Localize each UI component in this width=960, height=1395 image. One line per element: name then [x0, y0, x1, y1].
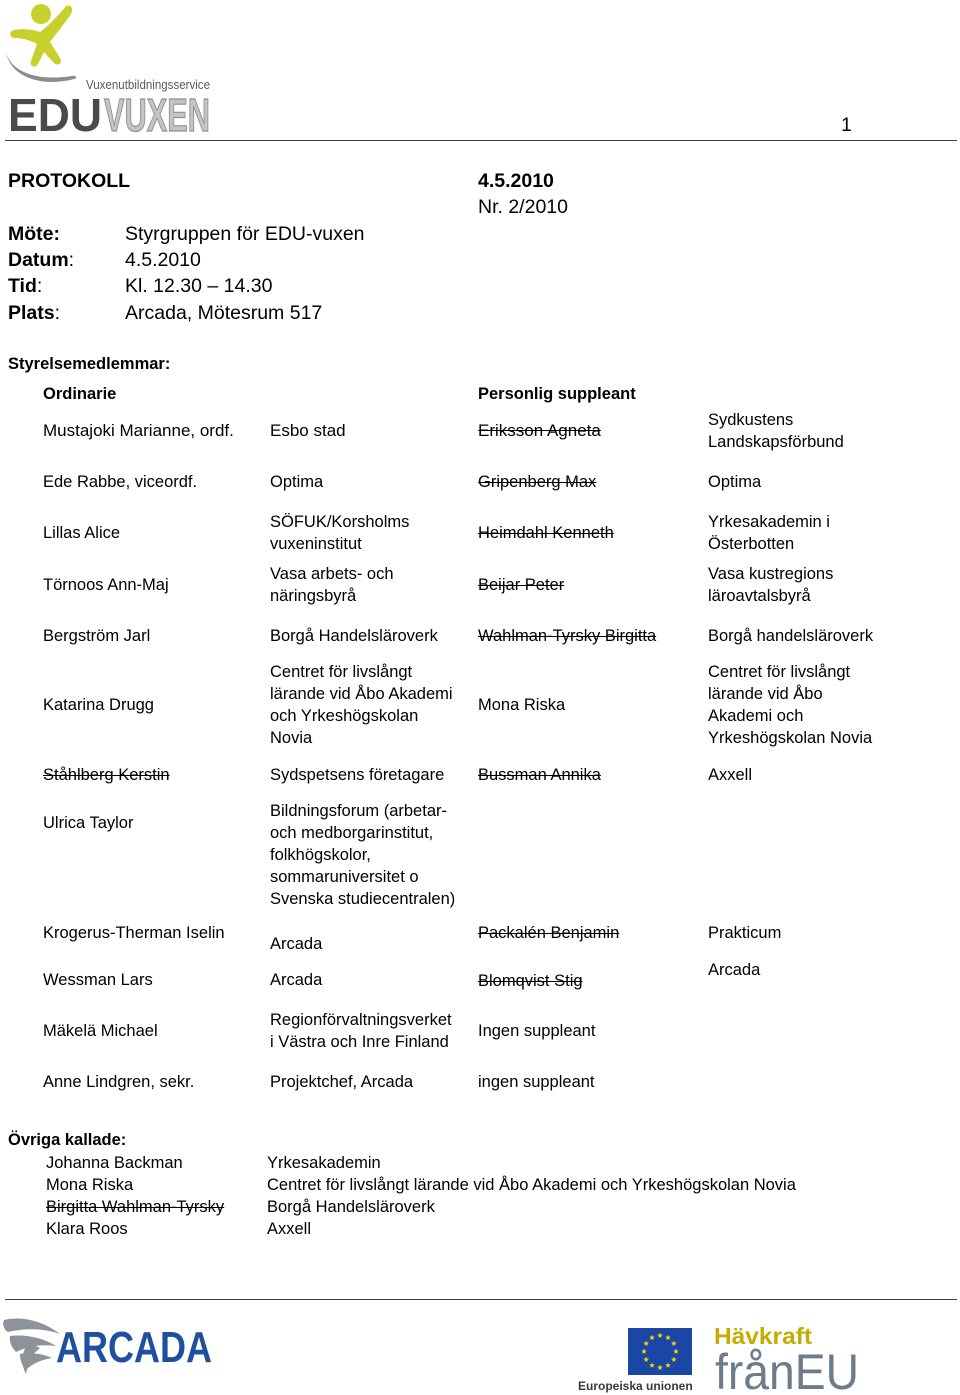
- meeting-label-colon: :: [53, 223, 60, 245]
- meeting-value: Styrgruppen för EDU-vuxen: [125, 223, 365, 245]
- time-label: [8, 273, 42, 299]
- eu-flag-icon: [628, 1328, 692, 1375]
- fran-eu-wordmark: frånEU: [715, 1344, 859, 1395]
- meeting-label-text: Möte: [8, 223, 54, 245]
- arcada-logo: [0, 1312, 220, 1378]
- substitute-name: ingen suppleant: [478, 1073, 595, 1091]
- member-organization: SÖFUK/Korsholms vuxeninstitut: [270, 513, 410, 553]
- time-label-text: Tid: [8, 275, 37, 297]
- eu-label: Europeiska unionen: [578, 1379, 693, 1393]
- substitute-name: Eriksson Agneta: [478, 421, 601, 440]
- member-organization: Regionförvaltningsverket i Västra och Inre Finland: [270, 1011, 452, 1051]
- substitute-organization: Prakticum: [708, 924, 782, 942]
- eduvuxen-logo: [0, 0, 220, 141]
- substitute-name: Gripenberg Max: [478, 473, 597, 491]
- date-label: [8, 247, 74, 273]
- havkraft-wordmark: Hävkraft: [714, 1323, 813, 1349]
- member-organization: Vasa arbets- och näringsbyrå: [270, 565, 394, 605]
- time-value: Kl. 12.30 – 14.30: [125, 275, 273, 297]
- member-organization: Centret för livslångt lärande vid Åbo Akademi och Yrkeshögskolan Novia: [270, 663, 453, 747]
- document-date: 4.5.2010: [478, 170, 554, 192]
- others-heading: Övriga kallade:: [8, 1131, 127, 1149]
- date-label-colon: :: [68, 249, 75, 271]
- member-organization: Sydspetsens företagare: [270, 766, 445, 784]
- substitute-organization: Yrkesakademin i Österbotten: [708, 513, 830, 553]
- column-header-substitute: Personlig suppleant: [478, 385, 636, 403]
- member-organization: Arcada: [270, 935, 323, 953]
- member-organization: Arcada: [270, 971, 323, 989]
- substitute-name: Wahlman-Tyrsky Birgitta: [478, 627, 657, 645]
- date-label-text: Datum: [8, 249, 69, 271]
- invitee-name: Birgitta Wahlman-Tyrsky: [46, 1198, 225, 1216]
- member-organization: Bildningsforum (arbetar- och medborgarinstitut, folkhögskolor, sommaruniversitet o Svenska studiecentralen): [270, 802, 456, 908]
- member-name: Wessman Lars: [43, 971, 153, 989]
- substitute-organization: Arcada: [708, 961, 761, 979]
- header-divider: [5, 140, 957, 141]
- member-organization: Projektchef, Arcada: [270, 1073, 414, 1091]
- member-name: Ulrica Taylor: [43, 814, 134, 832]
- substitute-name: Packalén Benjamin: [478, 924, 620, 942]
- arcada-wordmark: ARCADA: [56, 1323, 212, 1372]
- substitute-name: Blomqvist Stig: [478, 972, 583, 990]
- member-name: Krogerus-Therman Iselin: [43, 924, 225, 942]
- column-header-ordinary: Ordinarie: [43, 385, 117, 403]
- logo-tagline: Vuxenutbildningsservice: [86, 78, 211, 92]
- substitute-organization: Centret för livslångt lärande vid Åbo Akademi och Yrkeshögskolan Novia: [708, 663, 873, 747]
- invitee-organization: Centret för livslångt lärande vid Åbo Akademi och Yrkeshögskolan Novia: [267, 1176, 796, 1194]
- logo-wordmark-edu: EDU: [8, 89, 102, 141]
- substitute-organization: Optima: [708, 473, 762, 491]
- member-name: Bergström Jarl: [43, 627, 151, 645]
- member-name: Ståhlberg Kerstin: [43, 766, 170, 784]
- board-heading: Styrelsemedlemmar:: [8, 355, 171, 373]
- havkraft-fran-eu-logo: [710, 1320, 870, 1394]
- arcada-bird-icon: [3, 1319, 60, 1374]
- substitute-organization: Axxell: [708, 766, 753, 784]
- member-name: Mäkelä Michael: [43, 1022, 158, 1040]
- substitute-name: Bussman Annika: [478, 766, 601, 784]
- substitute-organization: Borgå handelsläroverk: [708, 627, 874, 645]
- invitee-name: Klara Roos: [46, 1220, 128, 1238]
- member-name: Ede Rabbe, viceordf.: [43, 473, 198, 491]
- page-number: 1: [841, 114, 852, 136]
- substitute-name: Ingen suppleant: [478, 1022, 596, 1040]
- member-name: Törnoos Ann-Maj: [43, 576, 169, 594]
- meeting-label: [8, 221, 60, 247]
- logo-wordmark-vuxen: VUXEN: [104, 89, 210, 141]
- member-name: Anne Lindgren, sekr.: [43, 1073, 195, 1091]
- invitee-organization: Axxell: [267, 1220, 312, 1238]
- jumping-figure-icon: [10, 4, 72, 67]
- invitee-organization: Yrkesakademin: [267, 1154, 381, 1172]
- substitute-organization: Sydkustens Landskapsförbund: [708, 411, 844, 451]
- substitute-name: Beijar Peter: [478, 576, 565, 594]
- member-name: Mustajoki Marianne, ordf.: [43, 421, 234, 440]
- time-label-colon: :: [36, 275, 43, 297]
- footer-divider: [5, 1299, 957, 1300]
- member-organization: Esbo stad: [270, 421, 346, 440]
- member-organization: Borgå Handelsläroverk: [270, 627, 438, 645]
- place-label: [8, 300, 60, 326]
- substitute-name: Heimdahl Kenneth: [478, 524, 614, 542]
- invitee-name: Mona Riska: [46, 1176, 134, 1194]
- invitee-organization: Borgå Handelsläroverk: [267, 1198, 435, 1216]
- substitute-name: Mona Riska: [478, 696, 566, 714]
- place-value: Arcada, Mötesrum 517: [125, 302, 323, 324]
- date-value: 4.5.2010: [125, 249, 201, 271]
- member-organization: Optima: [270, 473, 324, 491]
- substitute-organization: Vasa kustregions läroavtalsbyrå: [708, 565, 834, 605]
- place-label-text: Plats: [8, 302, 55, 324]
- member-name: Lillas Alice: [43, 524, 121, 542]
- member-name: Katarina Drugg: [43, 696, 154, 714]
- document-number: Nr. 2/2010: [478, 196, 568, 218]
- invitee-name: Johanna Backman: [46, 1154, 183, 1172]
- document-title: PROTOKOLL: [8, 170, 131, 192]
- place-label-colon: :: [54, 302, 61, 324]
